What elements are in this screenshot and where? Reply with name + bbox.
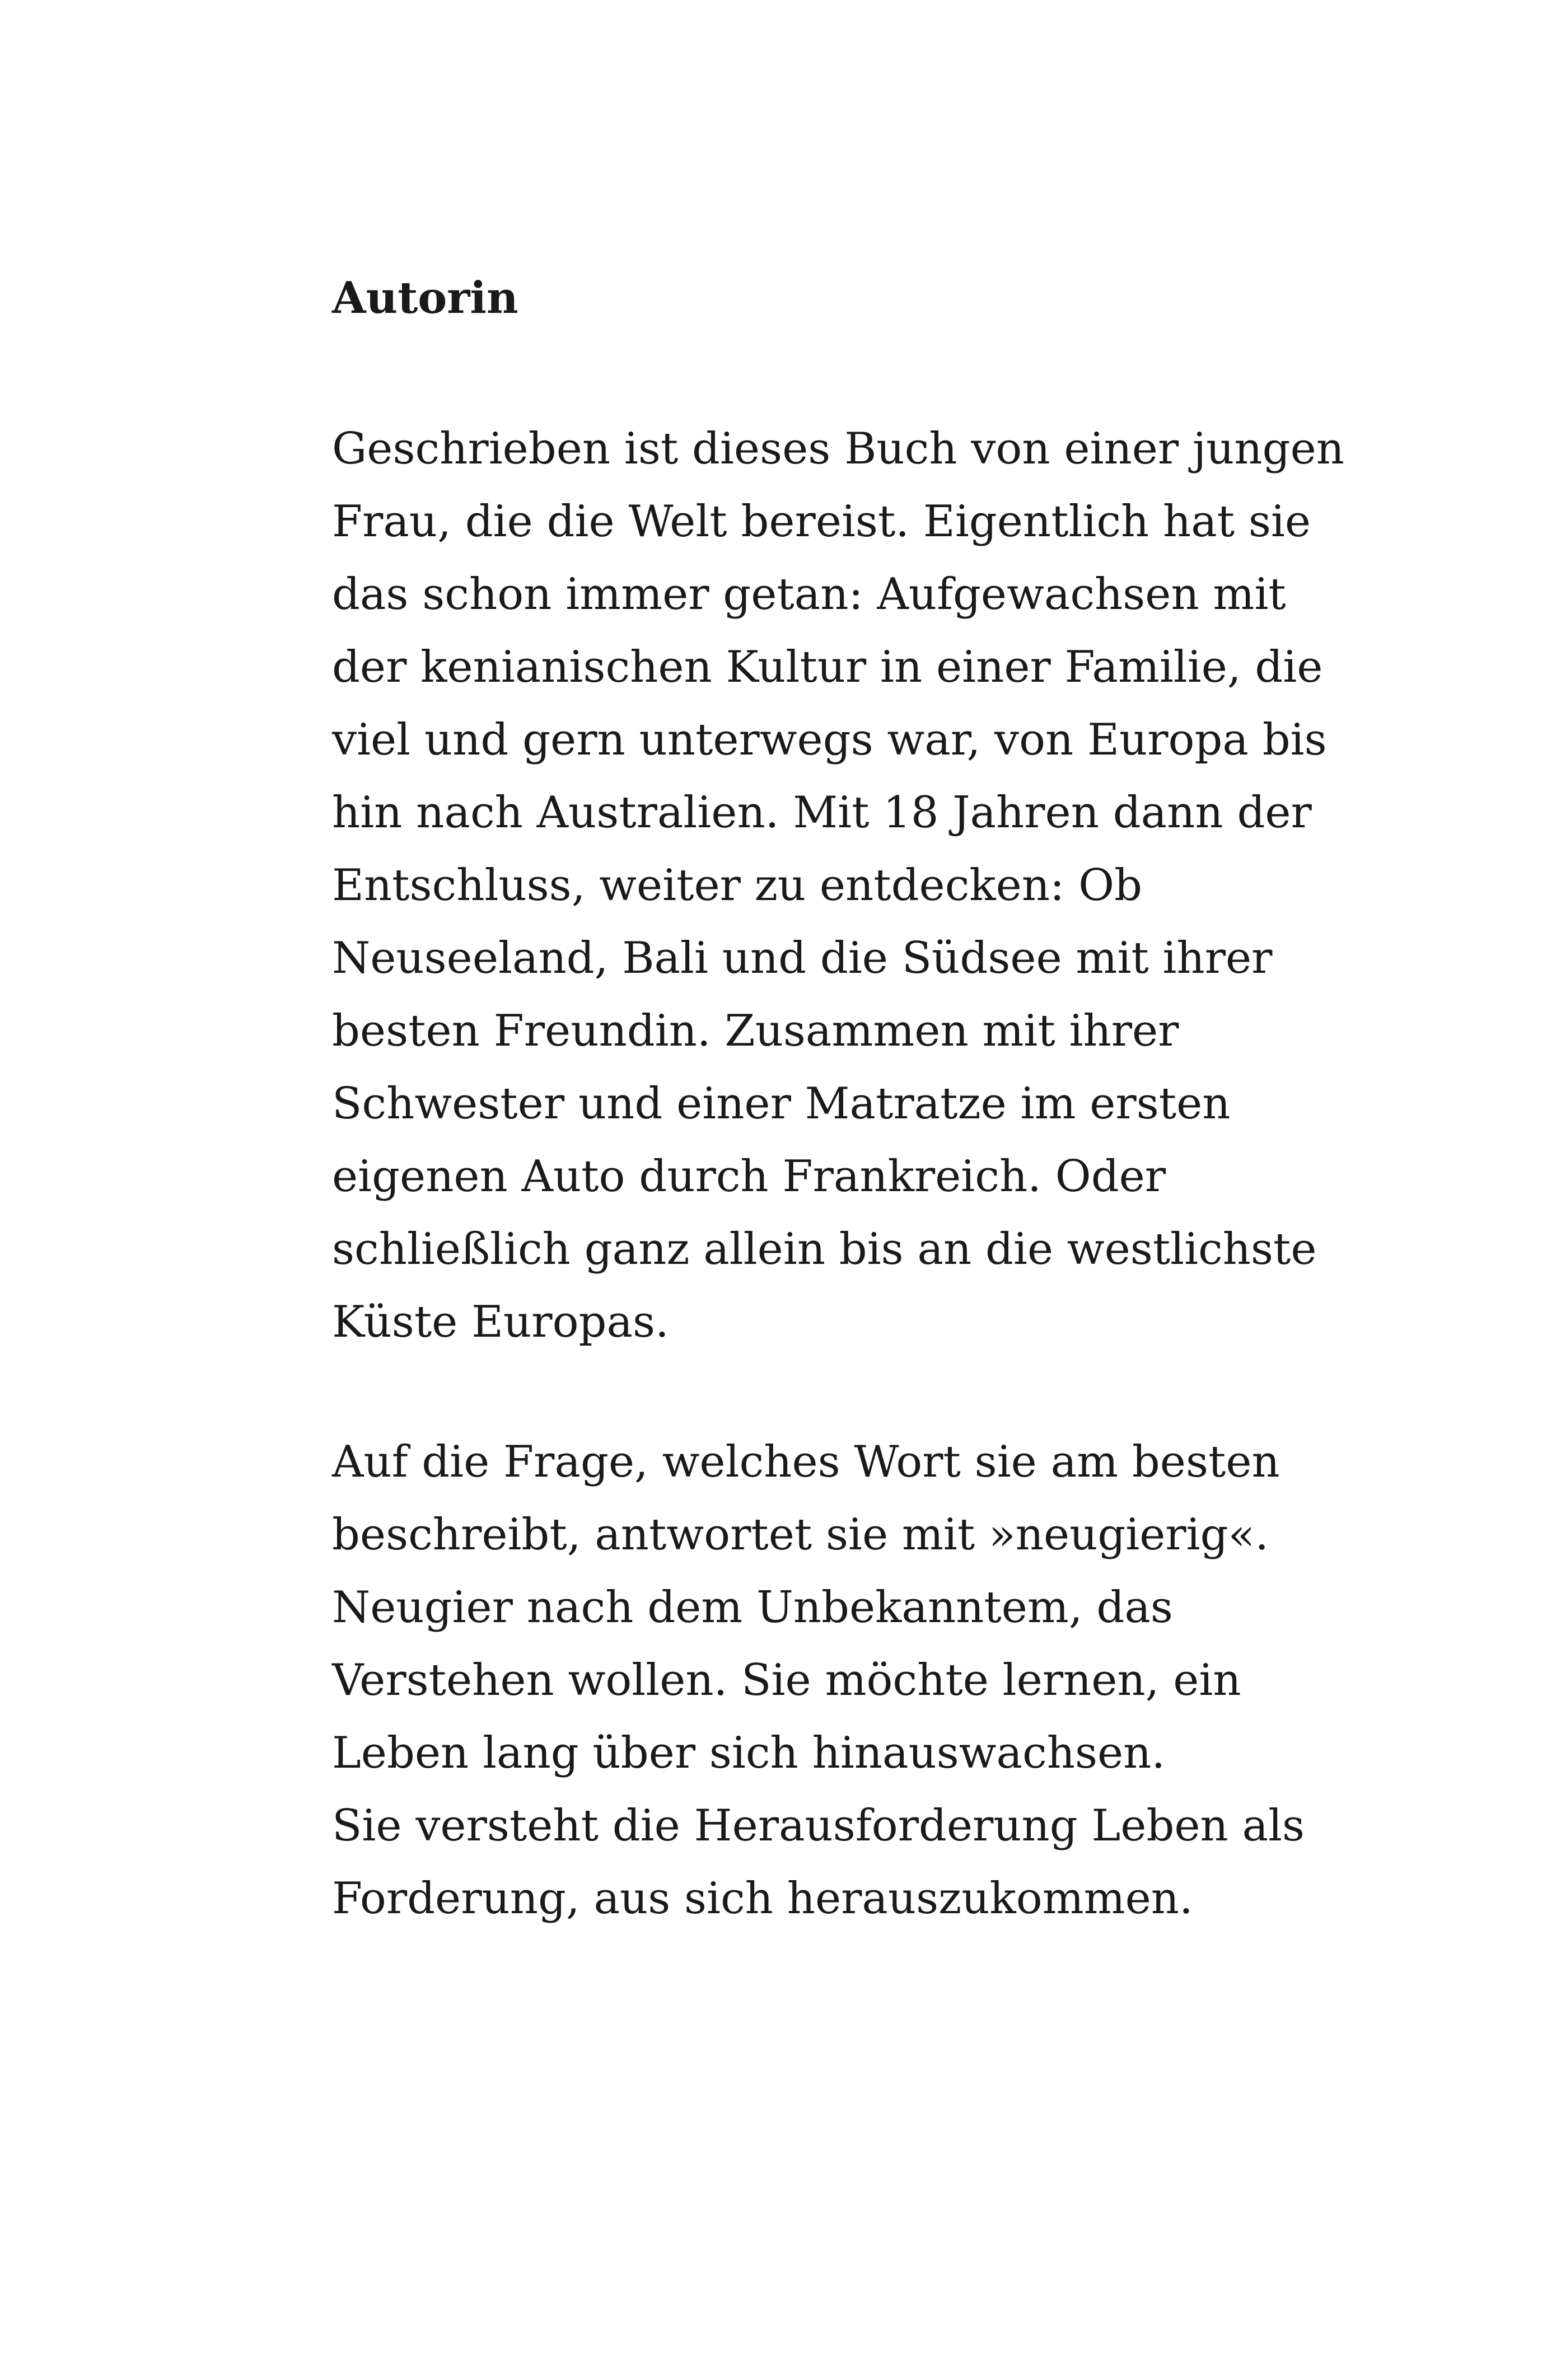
text-line: Schwester und einer Matratze im ersten [332,1079,1231,1129]
text-line: schließlich ganz allein bis an die westlichste [332,1224,1317,1275]
text-line: hin nach Australien. Mit 18 Jahren dann der [332,788,1312,838]
text-line: Neuseeland, Bali und die Südsee mit ihrer [332,933,1273,983]
text-line: eigenen Auto durch Frankreich. Oder [332,1151,1166,1202]
text-line: Geschrieben ist dieses Buch von einer jungen [332,424,1344,474]
text-line: besten Freundin. Zusammen mit ihrer [332,1006,1179,1056]
text-line: Leben lang über sich hinauswachsen. [332,1728,1166,1778]
text-line: das schon immer getan: Aufgewachsen mit [332,569,1286,620]
paragraph-1 [332,413,1344,1358]
text-line: Frau, die die Welt bereist. Eigentlich hat sie [332,496,1311,547]
text-line: viel und gern unterwegs war, von Europa bis [332,715,1327,765]
text-line: Verstehen wollen. Sie möchte lernen, ein [332,1655,1241,1706]
text-line: beschreibt, antwortet sie mit »neugierig«. [332,1510,1269,1560]
page-heading: Autorin [332,273,518,324]
text-line: Auf die Frage, welches Wort sie am besten [332,1437,1280,1487]
text-line: Entschluss, weiter zu entdecken: Ob [332,860,1142,911]
text-line: Küste Europas. [332,1297,669,1347]
text-line: Sie versteht die Herausforderung Leben als [332,1801,1305,1851]
text-line: der kenianischen Kultur in einer Familie, die [332,642,1323,692]
text-line: Forderung, aus sich herauszukommen. [332,1873,1193,1924]
text-line: Neugier nach dem Unbekanntem, das [332,1582,1173,1633]
paragraph-2 [332,1426,1305,1935]
